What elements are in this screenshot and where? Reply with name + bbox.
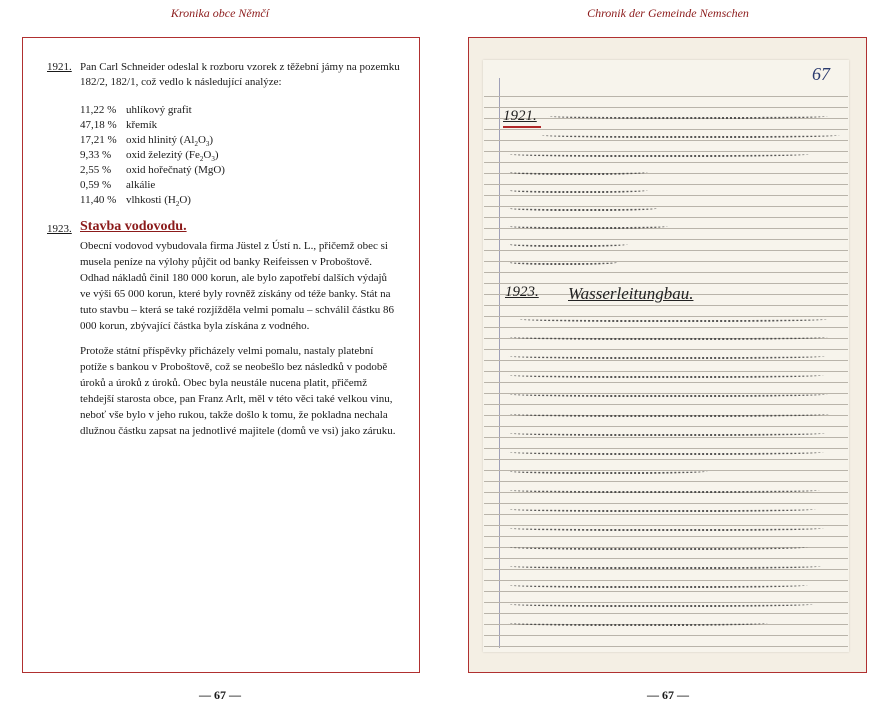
ruled-line: [484, 195, 848, 196]
ruled-line: [484, 646, 848, 647]
ruled-line: [484, 107, 848, 108]
handwriting-line: [508, 505, 816, 512]
handwriting-line: [508, 390, 828, 397]
ruled-line: [484, 250, 848, 251]
ruled-line: [484, 184, 848, 185]
ruled-line: [484, 140, 848, 141]
right-page-header: Chronik der Gemeinde Nemschen: [587, 6, 749, 20]
ruled-line: [484, 404, 848, 405]
handwriting-line: [508, 410, 830, 417]
ruled-line: [484, 503, 848, 504]
handwriting-line: [508, 150, 810, 157]
manuscript-title-1923: Wasserleitungbau.: [568, 284, 694, 303]
manuscript-year-1921: 1921.: [503, 108, 537, 124]
handwriting-line: [508, 581, 808, 588]
ruled-line: [484, 536, 848, 537]
paragraph-2: Protože státní příspěvky přicházely velmi pomalu, nastaly platební potíže s bankou v Proboštově, což se neobešlo bez následků v podobě úroků a úroků z úroků. Obec byla neustále nucena platit, přičemž tehdejší starosta obce, pan Franz Arlt, měl v této věci také velkou vinu, neboť vše bylo v jeho rukou, takže došlo k tomu, že pokladna nechala dlužnou částku zapsat na jednotlivé majitele (domů ve vsi) jako záruku.: [80, 345, 396, 437]
left-page-number: — 67 —: [199, 688, 241, 702]
ruled-line: [484, 635, 848, 636]
ruled-line: [484, 426, 848, 427]
analysis-row: 11,22 % uhlíkový grafit: [80, 104, 192, 116]
ruled-line: [484, 591, 848, 592]
entry-1921: [47, 60, 400, 88]
ruled-line: [484, 96, 848, 97]
analysis-row: 9,33 % oxid železitý $(Fe_2O_3)$: [80, 149, 219, 164]
manuscript-page-number: 67: [812, 64, 830, 84]
handwriting-line: [508, 524, 824, 531]
handwriting-line: [508, 222, 668, 229]
right-page-number: — 67 —: [647, 688, 689, 702]
ruled-line: [484, 481, 848, 482]
entry-year-1921: 1921.: [47, 61, 72, 73]
handwriting-line: [540, 131, 840, 138]
manuscript-margin-line: [499, 78, 500, 648]
handwriting-line: [508, 600, 814, 607]
handwriting-line: [508, 448, 824, 455]
entry-year-1923: 1923.: [47, 223, 72, 235]
entry-1921-text: Pan Carl Schneider odeslal k rozboru vzorek z těžební jámy na pozemku 182/2, 182/1, což vedlo k následující analýze:: [80, 61, 400, 88]
ruled-line: [484, 305, 848, 306]
ruled-line: [484, 217, 848, 218]
analysis-row: 2,55 % oxid hořečnatý (MgO): [80, 164, 225, 176]
ruled-line: [484, 129, 848, 130]
ruled-line: [484, 459, 848, 460]
manuscript-red-underline: [503, 126, 541, 128]
manuscript-year-1923: 1923.: [505, 284, 539, 300]
ruled-line: [484, 569, 848, 570]
analysis-row: 17,21 % oxid hlinitý $(Al_2O_3)$: [80, 134, 214, 149]
paragraph-1: Obecní vodovod vybudovala firma Jüstel z Ústí n. L., přičemž obec si musela peníze na výlohy půjčit od banky Reifeissen v Proboštově. Odhad nákladů činil 180 000 korun, ale bylo zapotřebí dalších výdajů ve výši 65 000 korun, které byly rovněž získány od téže banky. Stát na tuto stavbu – která se také rozjížděla velmi pomalu – schválil částku 86 000 korun, zbývající částka byla získána z vodného.: [80, 240, 395, 332]
handwriting-line: [508, 168, 648, 175]
handwriting-line: [508, 543, 808, 550]
handwriting-line: [508, 486, 820, 493]
handwriting-line: [508, 333, 828, 340]
handwriting-line: [548, 112, 828, 119]
handwriting-line: [508, 619, 768, 626]
handwriting-line: [508, 186, 648, 193]
handwriting-line: [508, 371, 824, 378]
handwriting-line: [508, 467, 708, 474]
ruled-line: [484, 514, 848, 515]
section-heading: Stavba vodovodu.: [80, 219, 187, 234]
ruled-line: [484, 613, 848, 614]
ruled-line: [484, 360, 848, 361]
analysis-row: 0,59 % alkálie: [80, 179, 156, 191]
handwriting-line: [508, 240, 628, 247]
handwriting-line: [508, 352, 826, 359]
handwriting-line: [508, 429, 826, 436]
ruled-line: [484, 272, 848, 273]
handwriting-line: [508, 204, 658, 211]
ruled-line: [484, 162, 848, 163]
ruled-line: [484, 382, 848, 383]
ruled-line: [484, 327, 848, 328]
analysis-row: 11,40 % vlhkosti $(H_2O)$: [80, 194, 191, 209]
ruled-line: [484, 349, 848, 350]
analysis-list: [80, 103, 225, 208]
analysis-row: 47,18 % křemík: [80, 119, 158, 131]
handwriting-line: [508, 562, 822, 569]
ruled-line: [484, 437, 848, 438]
ruled-line: [484, 558, 848, 559]
handwriting-line: [508, 258, 618, 265]
left-page-header: Kronika obce Němčí: [170, 6, 270, 20]
handwriting-line: [518, 315, 828, 322]
